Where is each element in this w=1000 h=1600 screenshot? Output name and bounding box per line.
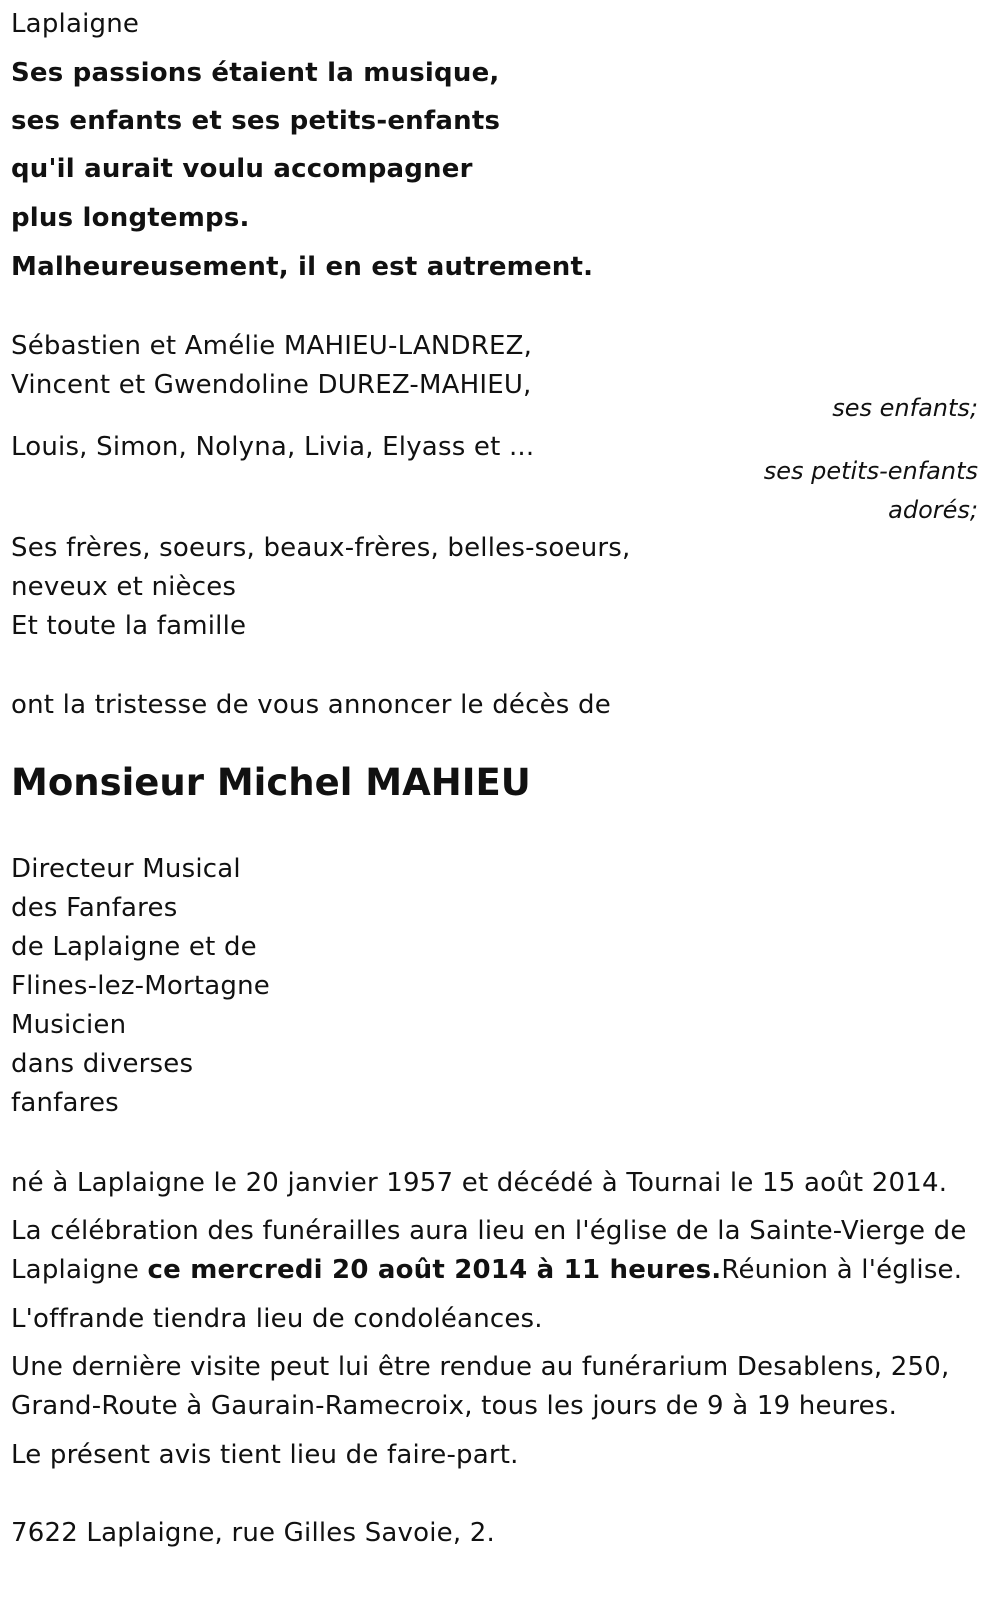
grandchildren-names: Louis, Simon, Nolyna, Livia, Elyass et ... <box>11 432 535 462</box>
title-line: dans diverses <box>11 1049 194 1079</box>
children-line: Vincent et Gwendoline DUREZ-MAHIEU, <box>11 370 532 400</box>
ceremony-line <box>11 1250 962 1290</box>
poem-line: Malheureusement, il en est autrement. <box>11 252 594 282</box>
ceremony-place: Laplaigne <box>11 1255 148 1285</box>
poem-line: Ses passions étaient la musique, <box>11 58 500 88</box>
title-line: Flines-lez-Mortagne <box>11 971 270 1001</box>
offering-note: L'offrande tiendra lieu de condoléances. <box>11 1304 543 1334</box>
poem-line: plus longtemps. <box>11 203 250 233</box>
place-heading: Laplaigne <box>11 9 140 39</box>
family-line: neveux et nièces <box>11 572 237 602</box>
children-role: ses enfants; <box>832 394 978 422</box>
grandchildren-role: adorés; <box>888 496 978 524</box>
ceremony-date: ce mercredi 20 août 2014 à 11 heures. <box>147 1255 722 1285</box>
ceremony-meeting: Réunion à l'église. <box>721 1255 963 1285</box>
title-line: Musicien <box>11 1010 127 1040</box>
children-line: Sébastien et Amélie MAHIEU-LANDREZ, <box>11 331 533 361</box>
family-line: Et toute la famille <box>11 611 247 641</box>
birth-death: né à Laplaigne le 20 janvier 1957 et décédé à Tournai le 15 août 2014. <box>11 1168 948 1198</box>
poem-line: ses enfants et ses petits-enfants <box>11 106 501 136</box>
ceremony-line: La célébration des funérailles aura lieu en l'église de la Sainte-Vierge de <box>11 1216 967 1246</box>
family-line: Ses frères, soeurs, beaux-frères, belles-soeurs, <box>11 533 631 563</box>
poem-line: qu'il aurait voulu accompagner <box>11 154 473 184</box>
address: 7622 Laplaigne, rue Gilles Savoie, 2. <box>11 1518 495 1548</box>
visit-line: Grand-Route à Gaurain-Ramecroix, tous les jours de 9 à 19 heures. <box>11 1391 898 1421</box>
announcement: ont la tristesse de vous annoncer le décès de <box>11 690 611 720</box>
title-line: de Laplaigne et de <box>11 932 257 962</box>
title-line: fanfares <box>11 1088 119 1118</box>
visit-line: Une dernière visite peut lui être rendue au funérarium Desablens, 250, <box>11 1352 950 1382</box>
title-line: Directeur Musical <box>11 854 241 884</box>
deceased-name: Monsieur Michel MAHIEU <box>11 761 531 804</box>
title-line: des Fanfares <box>11 893 178 923</box>
grandchildren-role: ses petits-enfants <box>763 457 978 485</box>
notice: Le présent avis tient lieu de faire-part. <box>11 1440 519 1470</box>
